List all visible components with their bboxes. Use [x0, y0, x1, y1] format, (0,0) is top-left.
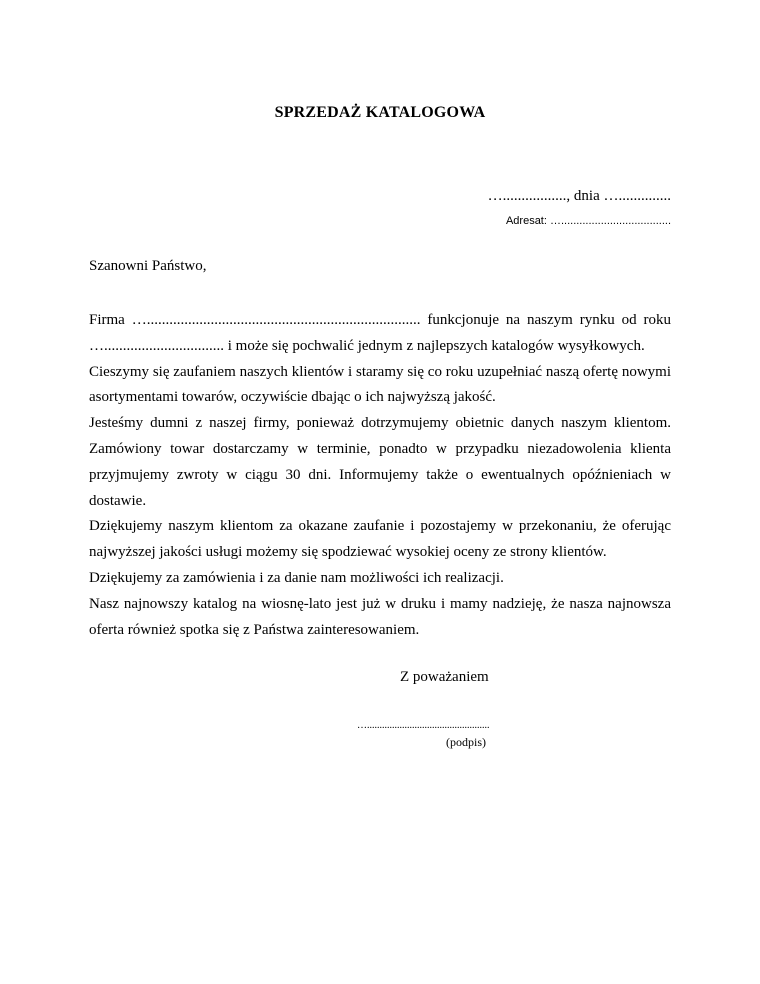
paragraph: Nasz najnowszy katalog na wiosnę-lato jest już w druku i mamy nadzieję, że nasza najnowsza oferta również spotka się z Państwa zainteresowaniem.: [89, 595, 671, 638]
paragraph: Dziękujemy naszym klientom za okazane zaufanie i pozostajemy w przekonaniu, że oferując najwyższej jakości usługi możemy się spodziewać wysokiej oceny ze strony klientów.: [89, 518, 671, 561]
paragraph: Jesteśmy dumni z naszej firmy, ponieważ dotrzymujemy obietnic danych naszym klientom. Zamówiony towar dostarczamy w terminie, ponadto w przypadku niezadowolenia klienta przyjmujemy zwroty w ciągu 30 dni. Informujemy także o ewentualnych opóźnieniach w dostawie.: [89, 415, 671, 509]
signature-label: (podpis): [446, 735, 486, 749]
signature-line: ….................................................: [357, 720, 490, 731]
letter-body: [89, 308, 671, 643]
paragraph: Dziękujemy za zamówienia i za danie nam możliwości ich realizacji.: [89, 569, 504, 586]
greeting: Szanowni Państwo,: [89, 258, 207, 274]
closing-phrase: Z poważaniem: [400, 669, 489, 685]
paragraph: Firma …......................................................................... funkcjonuje na naszym rynku od roku …................................ i może się pochwalić jednym z najlepszych katalogów wysyłkowych.: [89, 312, 671, 354]
addressee-line: Adresat: …....................................: [505, 215, 671, 227]
paragraph: Cieszymy się zaufaniem naszych klientów i staramy się co roku uzupełniać naszą ofertę nowymi asortymentami towarów, oczywiście dbając o ich najwyższą jakość.: [89, 363, 671, 406]
place-date-line: …................., dnia …..............: [487, 188, 671, 204]
document-title: SPRZEDAŻ KATALOGOWA: [274, 104, 486, 121]
